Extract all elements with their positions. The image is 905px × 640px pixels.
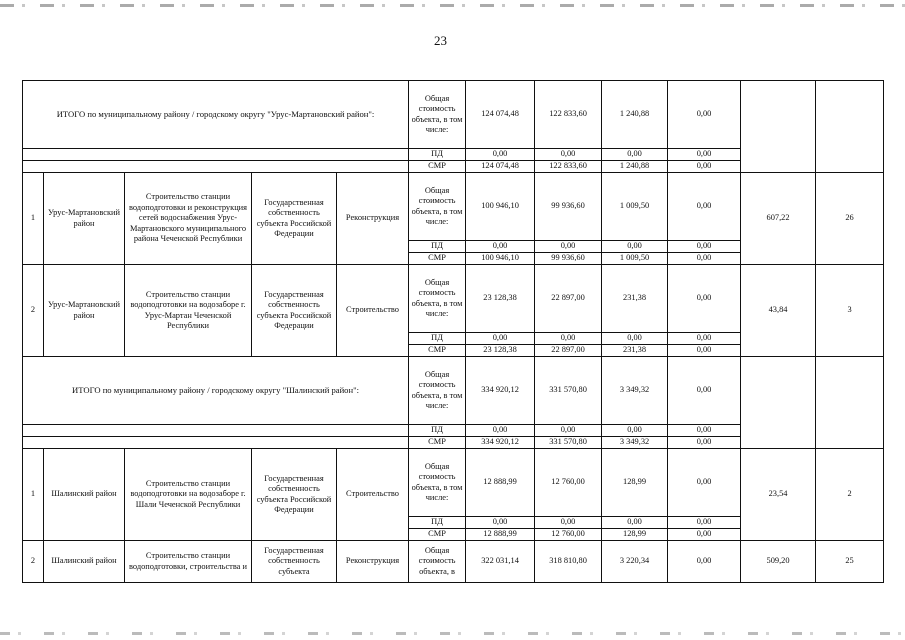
value-cell: 0,00 xyxy=(602,425,668,437)
pd-label: ПД xyxy=(409,517,466,529)
count-value: 26 xyxy=(816,173,884,265)
count-value: 3 xyxy=(816,265,884,357)
empty-cell xyxy=(741,81,816,173)
value-cell: 0,00 xyxy=(668,241,741,253)
value-cell: 0,00 xyxy=(466,425,535,437)
value-cell: 1 009,50 xyxy=(602,253,668,265)
value-cell: 3 349,32 xyxy=(602,357,668,425)
empty-cell xyxy=(23,425,409,437)
value-cell: 0,00 xyxy=(602,149,668,161)
pd-label: ПД xyxy=(409,333,466,345)
ownership: Государственная собственность субъекта Российской Федерации xyxy=(252,173,337,265)
value-cell: 22 897,00 xyxy=(535,345,602,357)
page-number: 23 xyxy=(434,33,447,48)
smr-label: СМР xyxy=(409,437,466,449)
total-cost-label: Общая стоимость объекта, в том числе: xyxy=(409,81,466,149)
scan-noise-bottom xyxy=(0,632,905,635)
empty-cell xyxy=(816,357,884,449)
table-row xyxy=(23,265,884,333)
count-value: 2 xyxy=(816,449,884,541)
row-number: 2 xyxy=(23,541,44,583)
object-list-table xyxy=(22,80,884,583)
value-cell: 334 920,12 xyxy=(466,437,535,449)
value-cell: 0,00 xyxy=(668,149,741,161)
value-cell: 124 074,48 xyxy=(466,81,535,149)
total-cost-label: Общая стоимость объекта, в том числе: xyxy=(409,449,466,517)
ownership: Государственная собственность субъекта xyxy=(252,541,337,583)
district-name: Урус-Мартановский район xyxy=(44,265,125,357)
district-name: Шалинский район xyxy=(44,449,125,541)
smr-label: СМР xyxy=(409,253,466,265)
value-cell: 0,00 xyxy=(668,333,741,345)
value-cell: 99 936,60 xyxy=(535,173,602,241)
smr-label: СМР xyxy=(409,529,466,541)
empty-cell xyxy=(741,357,816,449)
pd-label: ПД xyxy=(409,241,466,253)
table-row xyxy=(23,81,884,149)
smr-label: СМР xyxy=(409,161,466,173)
value-cell: 1 009,50 xyxy=(602,173,668,241)
table-row xyxy=(23,357,884,425)
empty-cell xyxy=(23,161,409,173)
value-cell: 124 074,48 xyxy=(466,161,535,173)
smr-label: СМР xyxy=(409,345,466,357)
value-cell: 122 833,60 xyxy=(535,81,602,149)
value-cell: 331 570,80 xyxy=(535,437,602,449)
capacity-value: 23,54 xyxy=(741,449,816,541)
value-cell: 100 946,10 xyxy=(466,253,535,265)
value-cell: 1 240,88 xyxy=(602,81,668,149)
value-cell: 0,00 xyxy=(668,517,741,529)
project-name: Строительство станции водоподготовки, строительства и xyxy=(125,541,252,583)
value-cell: 0,00 xyxy=(668,345,741,357)
project-name: Строительство станции водоподготовки на водозаборе г. Урус-Мартан Чеченской Республики xyxy=(125,265,252,357)
pd-label: ПД xyxy=(409,149,466,161)
value-cell: 1 240,88 xyxy=(602,161,668,173)
pd-label: ПД xyxy=(409,425,466,437)
value-cell: 0,00 xyxy=(535,425,602,437)
value-cell: 23 128,38 xyxy=(466,345,535,357)
value-cell: 0,00 xyxy=(668,437,741,449)
value-cell: 0,00 xyxy=(668,425,741,437)
value-cell: 0,00 xyxy=(668,449,741,517)
ownership: Государственная собственность субъекта Российской Федерации xyxy=(252,449,337,541)
value-cell: 23 128,38 xyxy=(466,265,535,333)
value-cell: 12 760,00 xyxy=(535,529,602,541)
value-cell: 0,00 xyxy=(602,333,668,345)
value-cell: 0,00 xyxy=(535,517,602,529)
value-cell: 22 897,00 xyxy=(535,265,602,333)
district-total-label: ИТОГО по муниципальному району / городскому округу "Шалинский район": xyxy=(23,357,409,425)
value-cell: 100 946,10 xyxy=(466,173,535,241)
value-cell: 3 349,32 xyxy=(602,437,668,449)
row-number: 1 xyxy=(23,449,44,541)
value-cell: 231,38 xyxy=(602,265,668,333)
value-cell: 0,00 xyxy=(668,265,741,333)
work-type: Реконструкция xyxy=(337,541,409,583)
value-cell: 99 936,60 xyxy=(535,253,602,265)
value-cell: 0,00 xyxy=(466,333,535,345)
table-row xyxy=(23,541,884,583)
value-cell: 122 833,60 xyxy=(535,161,602,173)
project-name: Строительство станции водоподготовки на водозаборе г. Шали Чеченской Республики xyxy=(125,449,252,541)
value-cell: 0,00 xyxy=(668,161,741,173)
capacity-value: 607,22 xyxy=(741,173,816,265)
ownership: Государственная собственность субъекта Российской Федерации xyxy=(252,265,337,357)
value-cell: 318 810,80 xyxy=(535,541,602,583)
value-cell: 0,00 xyxy=(466,149,535,161)
value-cell: 0,00 xyxy=(535,333,602,345)
value-cell: 0,00 xyxy=(668,357,741,425)
value-cell: 334 920,12 xyxy=(466,357,535,425)
value-cell: 0,00 xyxy=(668,173,741,241)
work-type: Реконструкция xyxy=(337,173,409,265)
total-cost-label: Общая стоимость объекта, в том числе: xyxy=(409,265,466,333)
value-cell: 0,00 xyxy=(668,541,741,583)
value-cell: 0,00 xyxy=(668,253,741,265)
table-row xyxy=(23,449,884,517)
value-cell: 0,00 xyxy=(535,149,602,161)
value-cell: 231,38 xyxy=(602,345,668,357)
value-cell: 0,00 xyxy=(602,241,668,253)
value-cell: 128,99 xyxy=(602,449,668,517)
value-cell: 0,00 xyxy=(668,529,741,541)
capacity-value: 43,84 xyxy=(741,265,816,357)
value-cell: 12 888,99 xyxy=(466,529,535,541)
row-number: 2 xyxy=(23,265,44,357)
value-cell: 0,00 xyxy=(535,241,602,253)
district-total-label: ИТОГО по муниципальному району / городскому округу "Урус-Мартановский район": xyxy=(23,81,409,149)
work-type: Строительство xyxy=(337,265,409,357)
empty-cell xyxy=(23,149,409,161)
value-cell: 12 760,00 xyxy=(535,449,602,517)
value-cell: 0,00 xyxy=(466,517,535,529)
value-cell: 0,00 xyxy=(602,517,668,529)
district-name: Шалинский район xyxy=(44,541,125,583)
total-cost-label: Общая стоимость объекта, в том числе: xyxy=(409,173,466,241)
total-cost-label: Общая стоимость объекта, в xyxy=(409,541,466,583)
value-cell: 331 570,80 xyxy=(535,357,602,425)
project-name: Строительство станции водоподготовки и реконструкция сетей водоснабжения Урус-Мартановского муниципального района Чеченской Республики xyxy=(125,173,252,265)
value-cell: 3 220,34 xyxy=(602,541,668,583)
capacity-value: 509,20 xyxy=(741,541,816,583)
total-cost-label: Общая стоимость объекта, в том числе: xyxy=(409,357,466,425)
value-cell: 12 888,99 xyxy=(466,449,535,517)
value-cell: 322 031,14 xyxy=(466,541,535,583)
value-cell: 0,00 xyxy=(668,81,741,149)
empty-cell xyxy=(816,81,884,173)
district-name: Урус-Мартановский район xyxy=(44,173,125,265)
row-number: 1 xyxy=(23,173,44,265)
value-cell: 128,99 xyxy=(602,529,668,541)
scan-noise-top xyxy=(0,4,905,7)
work-type: Строительство xyxy=(337,449,409,541)
count-value: 25 xyxy=(816,541,884,583)
value-cell: 0,00 xyxy=(466,241,535,253)
empty-cell xyxy=(23,437,409,449)
table-row xyxy=(23,173,884,241)
